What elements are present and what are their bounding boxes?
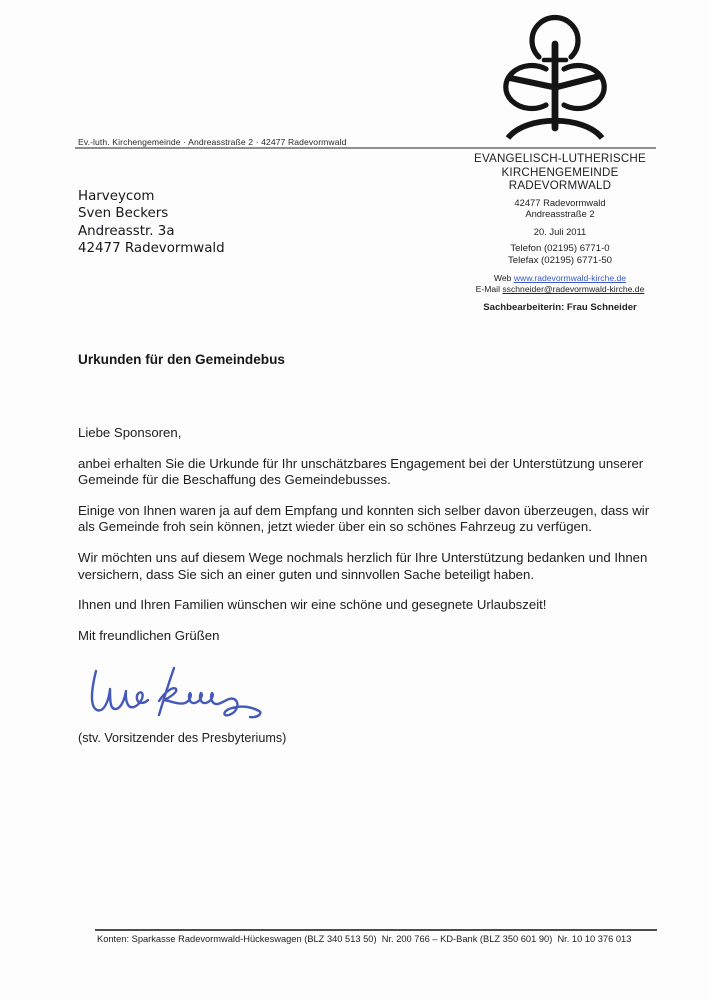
recipient-street: Andreasstr. 3a: [78, 223, 175, 239]
email-label: E-Mail: [475, 283, 503, 294]
letter-date: 20. Juli 2011: [533, 225, 587, 237]
subject-line: Urkunden für den Gemeindebus: [78, 352, 285, 367]
clerk-line: Sachbearbeiterin: Frau Schneider: [483, 301, 637, 313]
bank-accounts-line: Konten: Sparkasse Radevormwald-Hückeswagen (BLZ 340 513 50) Nr. 200 766 – KD-Bank (BLZ 350 601 90) Nr. 10 10 376 013: [97, 934, 632, 944]
letter-body: [78, 425, 662, 658]
body-paragraph: anbei erhalten Sie die Urkunde für Ihr unschätzbares Engagement bei der Unterstützung unserer Gemeinde für die Beschaffung des Gemeindebusses.: [78, 455, 644, 488]
web-label: Web: [493, 272, 514, 283]
sender-return-address: Ev.-luth. Kirchengemeinde · Andreasstraße 2 · 42477 Radevormwald: [78, 137, 347, 147]
org-web-email-block: [460, 273, 660, 295]
org-web-line: [460, 273, 660, 284]
body-paragraph: Einige von Ihnen waren ja auf dem Empfang und konnten sich selber davon überzeugen, dass wir als Gemeinde froh sein können, jetzt wieder über ein so schönes Fahrzeug zu verfügen.: [78, 502, 650, 535]
website-link[interactable]: www.radevormwald-kirche.de: [513, 272, 627, 283]
org-telefax: Telefax (02195) 6771-50: [507, 254, 612, 266]
body-paragraph: Ihnen und Ihren Familien wünschen wir eine schöne und gesegnete Urlaubszeit!: [78, 597, 547, 613]
org-address: [460, 197, 660, 220]
recipient-company: Harveycom: [78, 189, 155, 204]
handwritten-signature: [82, 663, 287, 735]
org-phone-block: [460, 243, 660, 267]
salutation: Liebe Sponsoren,: [78, 425, 182, 440]
org-telefon: Telefon (02195) 6771-0: [510, 242, 610, 254]
org-name-line: RADEVORMWALD: [508, 179, 612, 193]
recipient-city: 42477 Radevormwald: [78, 241, 225, 257]
org-name-line: KIRCHENGEMEINDE: [501, 165, 619, 179]
org-address-line: Andreasstraße 2: [525, 208, 595, 220]
org-name-line: EVANGELISCH-LUTHERISCHE: [474, 152, 646, 165]
org-address-line: 42477 Radevormwald: [514, 196, 606, 208]
footer-divider: [95, 929, 657, 931]
org-email-line: [460, 284, 660, 295]
signature-title: (stv. Vorsitzender des Presbyteriums): [78, 731, 287, 745]
body-paragraph: Wir möchten uns auf diesem Wege nochmals herzlich für Ihre Unterstützung bedanken und Ihnen versichern, dass Sie sich an einer guten und sinnvollen Sache beteiligt haben.: [78, 549, 648, 582]
closing-line: Mit freundlichen Grüßen: [78, 627, 220, 643]
email-link[interactable]: sschneider@radevormwald-kirche.de: [502, 283, 645, 294]
letterhead-info-block: [460, 152, 660, 313]
recipient-address-block: [78, 188, 225, 258]
church-tree-logo-icon: [492, 10, 618, 146]
recipient-name: Sven Beckers: [78, 206, 169, 222]
header-divider: [75, 147, 656, 149]
